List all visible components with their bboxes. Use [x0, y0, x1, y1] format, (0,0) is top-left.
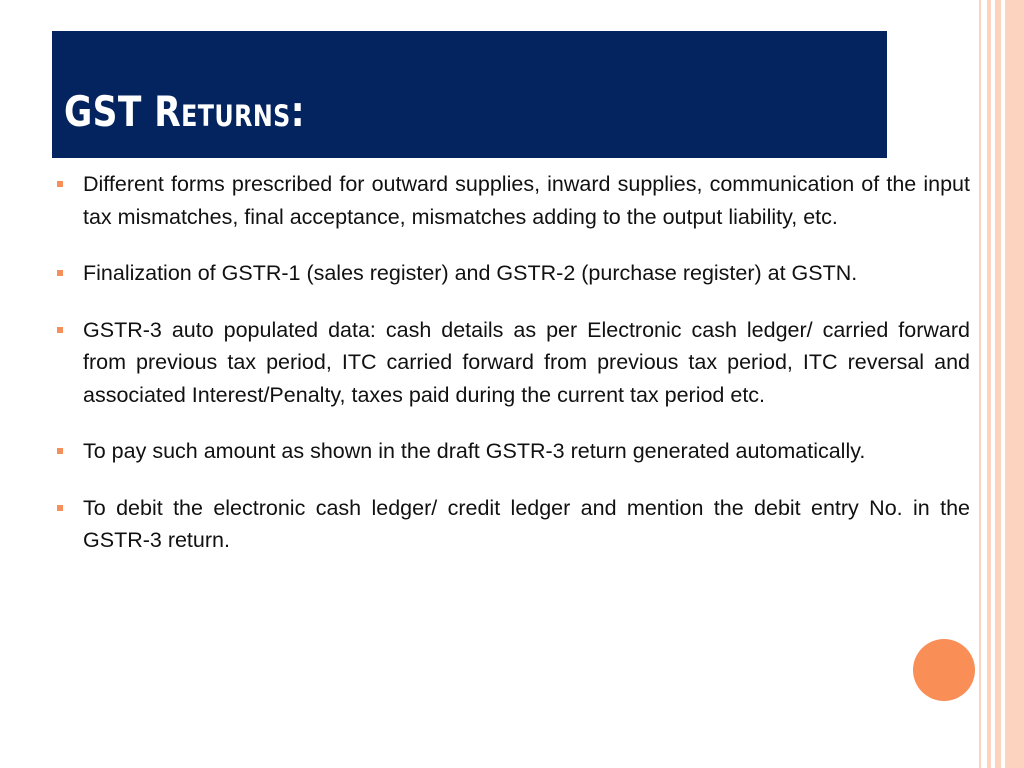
decorative-stripe: [987, 0, 991, 768]
bullet-item: [54, 314, 970, 412]
bullet-text: Finalization of GSTR-1 (sales register) and GSTR-2 (purchase register) at GSTN.: [83, 261, 858, 285]
decorative-stripe: [1005, 0, 1024, 768]
bullet-marker-icon: [57, 270, 63, 276]
bullet-text: Different forms prescribed for outward supplies, inward supplies, communication of the input tax mismatches, final acceptance, mismatches adding to the output liability, etc.: [83, 172, 970, 229]
bullet-marker-icon: [57, 327, 63, 333]
bullet-text: GSTR-3 auto populated data: cash details as per Electronic cash ledger/ carried forward from previous tax period, ITC carried forward from previous tax period, ITC reversal and associated Interest/Penalty, taxes paid during the current tax period etc.: [83, 317, 970, 407]
bullet-item: [54, 257, 970, 290]
bullet-marker-icon: [57, 181, 63, 187]
decorative-stripe: [979, 0, 981, 768]
bullet-item: [54, 168, 970, 233]
bullet-text: To pay such amount as shown in the draft GSTR-3 return generated automatically.: [83, 439, 866, 463]
title-bar: [52, 31, 887, 158]
bullet-marker-icon: [57, 505, 63, 511]
bullet-item: [54, 492, 970, 557]
decorative-stripe: [995, 0, 1001, 768]
bullet-item: [54, 435, 970, 468]
bullet-text: To debit the electronic cash ledger/ credit ledger and mention the debit entry No. in the GSTR-3 return.: [83, 495, 970, 552]
bullet-marker-icon: [57, 448, 63, 454]
slide-title: GST Returns:: [64, 87, 305, 136]
decorative-circle-icon: [913, 639, 975, 701]
bullet-list: [54, 168, 970, 581]
